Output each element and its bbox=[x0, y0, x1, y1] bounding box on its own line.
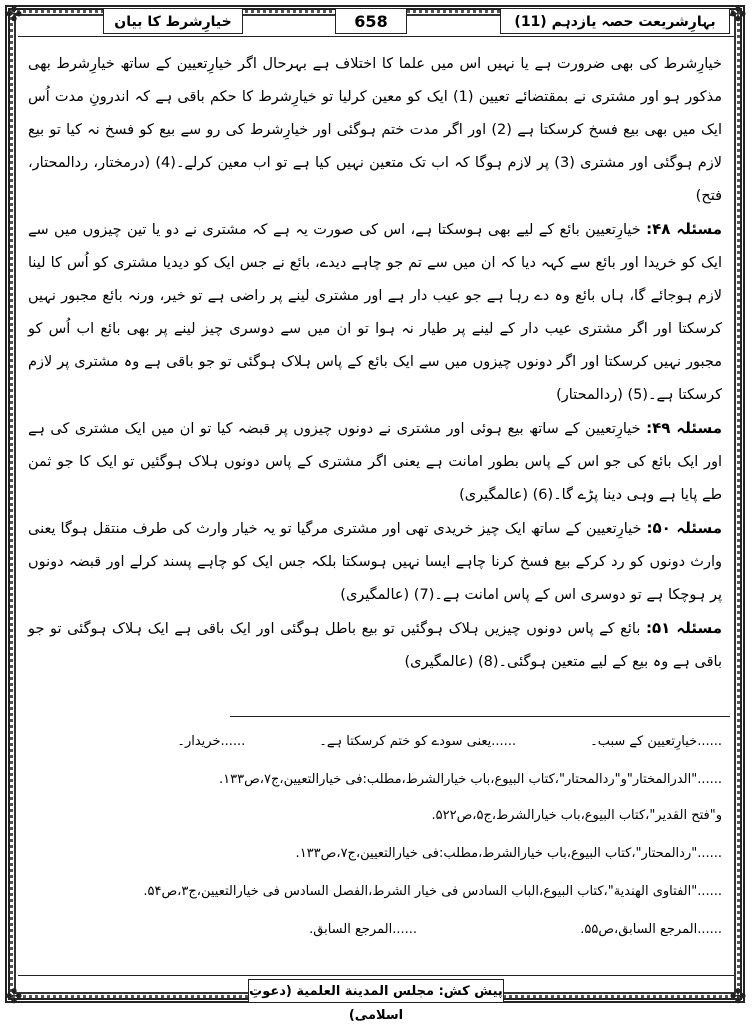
masla-paragraph bbox=[28, 512, 722, 612]
footnote: ......"الدرالمختار"و"ردالمحتار"،کتاب البیوع،باب خیارالشرط،مطلب:فی خیارالتعیین،ج۷،ص۱۳۳. bbox=[218, 772, 722, 787]
book-title: بہارِشریعت حصہ یازدہم (11) bbox=[500, 8, 730, 34]
paragraph-text: خیارِتعیین کے ساتھ ایک چیز خریدی تھی اور مشتری مرگیا تو یہ خیار وارث کی طرف منتقل ہوگا یعنی وارث دونوں کو رد کرکے بیع فسخ کرنا چاہے ایسا نہیں ہوسکتا بلکہ جس ایک کو چاہے پسند کرلے اور قبضہ دونوں پر ہوچکا ہے تو دوسری اس کے پاس امانت ہے۔(7) (عالمگیری) bbox=[28, 521, 722, 603]
paragraph-text: خیارِتعیین کے ساتھ بیع ہوئی اور مشتری نے دونوں چیزوں پر قبضہ کیا تو ان میں ایک مشتری کی ہے اور ایک بائع کی جو اس کے پاس بطور امانت ہے یعنی اگر مشتری کے پاس دونوں ہلاک ہوگئیں تو ایک کا جو ثمن طے پایا ہے وہی دینا پڑے گا۔(6) (عالمگیری) bbox=[28, 421, 722, 503]
paragraph bbox=[28, 48, 722, 213]
footnote: ......"ردالمحتار"،کتاب البیوع،باب خیارالشرط،مطلب:فی خیارالتعیین،ج۷،ص۱۳۳. bbox=[295, 846, 722, 861]
chapter-title: خیارِشرط کا بیان bbox=[103, 8, 243, 34]
corner-ornament-icon: ✤ bbox=[5, 2, 23, 26]
footnote: ......خیارِتعیین کے سبب۔ bbox=[590, 734, 722, 749]
body-text bbox=[28, 48, 722, 679]
masla-label: مسئلہ ۵۰: bbox=[646, 519, 722, 537]
header-divider bbox=[18, 36, 734, 37]
publisher-label: پیش کش: مجلس المدینة العلمیة (دعوتِ اسلامی) bbox=[248, 979, 504, 1003]
corner-ornament-icon: ✤ bbox=[729, 2, 747, 26]
corner-ornament-icon: ✤ bbox=[5, 984, 23, 1008]
paragraph-text: خیارِتعیین بائع کے لیے بھی ہوسکتا ہے، اس کی صورت یہ ہے کہ مشتری نے دو یا تین چیزوں میں سے ایک کو خریدا اور بائع سے کہہ دیا کہ ان میں سے تم جو چاہے دیدے، بائع نے جس ایک کو دیدیا مشتری کو اُس کا لینا لازم ہوجائے گا، ہاں بائع وہ دے رہا ہے جو عیب دار ہے اور مشتری لینے پر راضی ہے تو خیر، ورنہ بائع مجبور نہیں کرسکتا اور اگر مشتری عیب دار کے لینے پر طیار نہ ہوا تو ان میں سے دوسری چیز لینے پر بھی بائع اب اُس کو مجبور نہیں کرسکتا اور اگر دونوں چیزوں میں سے ایک بائع کے پاس ہلاک ہوگئی تو جو باقی ہے وہ مشتری پر لازم کرسکتا ہے۔(5) (ردالمحتار) bbox=[28, 222, 722, 403]
masla-label: مسئلہ ۵۱: bbox=[645, 619, 723, 637]
footnote: ......خریدار۔ bbox=[177, 734, 246, 749]
paragraph-text: خیارِشرط کی بھی ضرورت ہے یا نہیں اس میں علما کا اختلاف ہے بہرحال اگر خیارِتعیین کے ساتھ خیارِشرط بھی مذکور ہو اور مشتری نے بمقتضائے تعیین (1) ایک کو معین کرلیا تو خیارِشرط کا حکم باقی ہے کہ اندرونِ مدت اُس ایک میں بھی بیع فسخ کرسکتا ہے (2) اور اگر مدت ختم ہوگئی اور خیارِشرط کی رو سے بیع کو فسخ نہ کیا تو بیع لازم ہوگئی اور مشتری (3) پر لازم ہوگا کہ اب تک متعین نہیں کیا ہے تو اب معین کرلے۔(4) (درمختار، ردالمحتار، فتح) bbox=[28, 56, 723, 204]
page-number: 658 bbox=[335, 8, 407, 34]
paragraph-text: بائع کے پاس دونوں چیزیں ہلاک ہوگئیں تو بیع باطل ہوگئی اور ایک باقی ہے ایک ہلاک ہوگئی تو جو باقی ہے وہ بیع کے لیے متعین ہوگئی۔(8) (عالمگیری) bbox=[28, 621, 722, 670]
footnote: ......یعنی سودے کو ختم کرسکتا ہے۔ bbox=[319, 734, 517, 749]
footer-divider bbox=[18, 975, 734, 976]
footnote: ......"الفتاوی الهندیة"،کتاب البیوع،الباب السادس فی خیار الشرط،الفصل السادس فی خیارالتعیین،ج۳،ص۵۴. bbox=[143, 884, 722, 899]
footnote-separator bbox=[230, 716, 730, 717]
footnote: ......المرجع السابق،ص۵۵. bbox=[580, 922, 722, 937]
footnote: ......المرجع السابق. bbox=[309, 922, 417, 937]
masla-paragraph bbox=[28, 612, 722, 679]
masla-paragraph bbox=[28, 213, 722, 412]
footnote: و"فتح القدیر"،کتاب البیوع،باب خیارالشرط،ج۵،ص۵۲۲. bbox=[431, 808, 722, 823]
masla-paragraph bbox=[28, 412, 722, 512]
footnote-row bbox=[28, 734, 722, 749]
masla-label: مسئلہ ۴۸: bbox=[646, 220, 723, 238]
masla-label: مسئلہ ۴۹: bbox=[646, 419, 722, 437]
corner-ornament-icon: ✤ bbox=[729, 984, 747, 1008]
